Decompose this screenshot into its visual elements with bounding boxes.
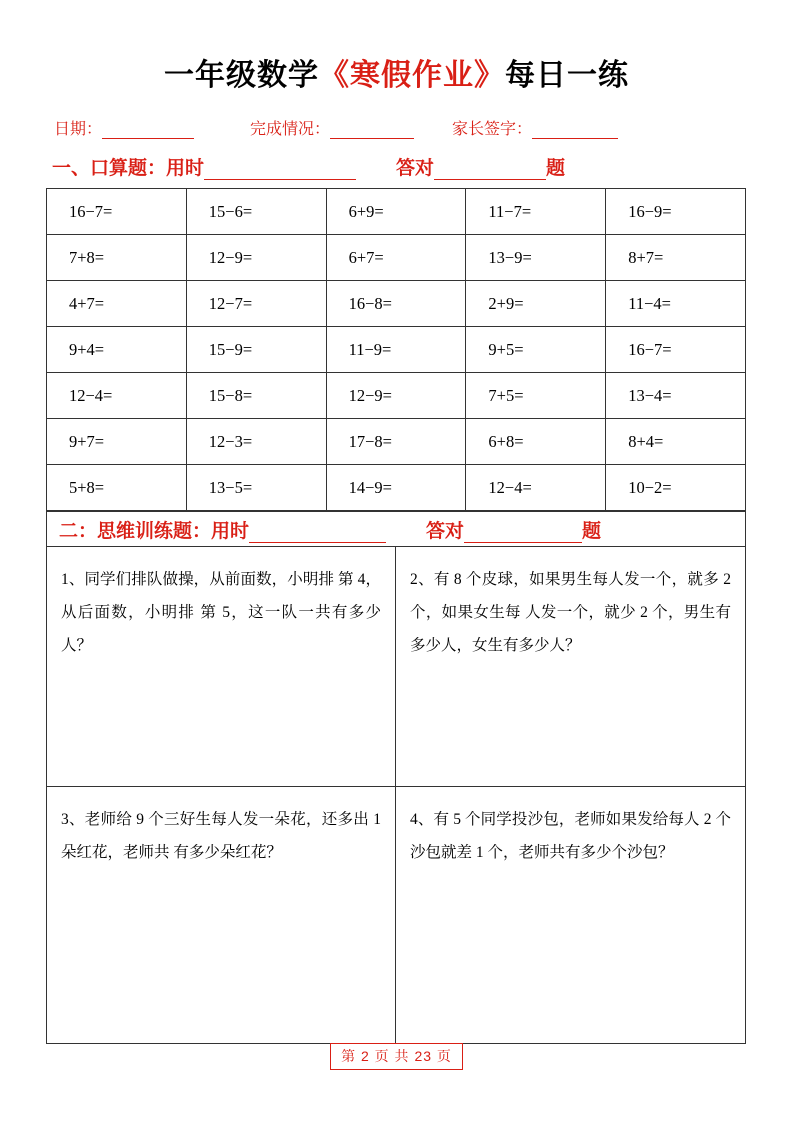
table-row [47,465,746,511]
oral-cell[interactable]: 16−7= [47,189,187,235]
oral-cell[interactable]: 5+8= [47,465,187,511]
title-part1: 一年级数学 [164,59,319,92]
thinking-grid [47,547,745,1043]
thinking-problem-4[interactable]: 4、有 5 个同学投沙包，老师如果发给每人 2 个沙包就差 1 个，老师共有多少个沙包？ [410,811,731,861]
oral-cell[interactable]: 6+9= [326,189,466,235]
oral-cell[interactable]: 13−9= [466,235,606,281]
section1-heading [46,153,747,180]
oral-cell[interactable]: 13−5= [186,465,326,511]
oral-cell[interactable]: 8+7= [606,235,746,281]
signature-blank[interactable] [532,123,618,139]
table-row [47,419,746,465]
oral-cell[interactable]: 9+5= [466,327,606,373]
oral-cell[interactable]: 9+4= [47,327,187,373]
title-part3: 每日一练 [505,59,629,92]
table-row [47,373,746,419]
section1-correct-label: 答对 [396,158,435,179]
oral-cell[interactable]: 11−4= [606,281,746,327]
section1-prefix: 一、口算题：用时 [52,158,205,179]
oral-cell[interactable]: 6+8= [466,419,606,465]
table-row [47,235,746,281]
thinking-problem-1[interactable]: 1、同学们排队做操，从前面数，小明排 第 4，从后面数，小明排 第 5，这一队一共有多少人？ [47,547,396,787]
completion-blank[interactable] [330,123,414,139]
oral-cell[interactable]: 6+7= [326,235,466,281]
oral-cell[interactable]: 12−3= [186,419,326,465]
oral-cell[interactable]: 9+7= [47,419,187,465]
section2-prefix: 二：思维训练题：用时 [59,520,250,542]
oral-cell[interactable]: 10−2= [606,465,746,511]
page-title [46,50,747,94]
table-row [47,281,746,327]
section2-correct-label: 答对 [426,520,465,542]
oral-arithmetic-table [46,188,746,511]
oral-cell[interactable]: 15−9= [186,327,326,373]
date-label: 日期： [54,121,103,138]
oral-cell[interactable]: 16−8= [326,281,466,327]
oral-cell[interactable]: 2+9= [466,281,606,327]
oral-cell[interactable]: 16−7= [606,327,746,373]
completion-label: 完成情况： [250,121,331,138]
section1-suffix: 题 [546,158,566,179]
date-field[interactable] [54,116,194,139]
title-part2: 《寒假作业》 [319,59,505,92]
oral-cell[interactable]: 7+8= [47,235,187,281]
oral-cell[interactable]: 12−4= [47,373,187,419]
oral-cell[interactable]: 12−9= [326,373,466,419]
footer [0,1043,793,1070]
table-row [47,327,746,373]
page-number: 第 2 页 共 23 页 [330,1043,463,1070]
oral-cell[interactable]: 11−7= [466,189,606,235]
oral-cell[interactable]: 17−8= [326,419,466,465]
signature-field[interactable] [452,116,618,139]
section1-correct-blank[interactable] [434,161,546,180]
table-row [47,189,746,235]
oral-cell[interactable]: 16−9= [606,189,746,235]
oral-cell[interactable]: 12−4= [466,465,606,511]
info-row [46,116,747,139]
oral-cell[interactable]: 11−9= [326,327,466,373]
oral-cell[interactable]: 15−8= [186,373,326,419]
date-blank[interactable] [102,123,194,139]
oral-cell[interactable]: 13−4= [606,373,746,419]
thinking-section [46,511,746,1044]
completion-field[interactable] [250,116,414,139]
oral-cell[interactable]: 8+4= [606,419,746,465]
signature-label: 家长签字： [452,121,533,138]
oral-cell[interactable]: 7+5= [466,373,606,419]
thinking-problem-3[interactable]: 3、老师给 9 个三好生每人发一朵花，还多出 1 朵红花，老师共 有多少朵红花？ [47,787,396,1043]
section2-heading-row [47,511,745,547]
oral-cell[interactable]: 15−6= [186,189,326,235]
oral-cell[interactable]: 12−9= [186,235,326,281]
section2-heading [53,516,601,543]
oral-cell[interactable]: 4+7= [47,281,187,327]
section2-suffix: 题 [582,520,602,542]
section2-correct-blank[interactable] [464,524,582,543]
thinking-problem-2[interactable]: 2、有 8 个皮球，如果男生每人发一个，就多 2 个，如果女生每 人发一个，就少 2 个，男生有多少人，女生有多少人？ [396,547,745,787]
oral-cell[interactable]: 14−9= [326,465,466,511]
section1-time-blank[interactable] [204,161,356,180]
oral-cell[interactable]: 12−7= [186,281,326,327]
section2-time-blank[interactable] [249,524,386,543]
